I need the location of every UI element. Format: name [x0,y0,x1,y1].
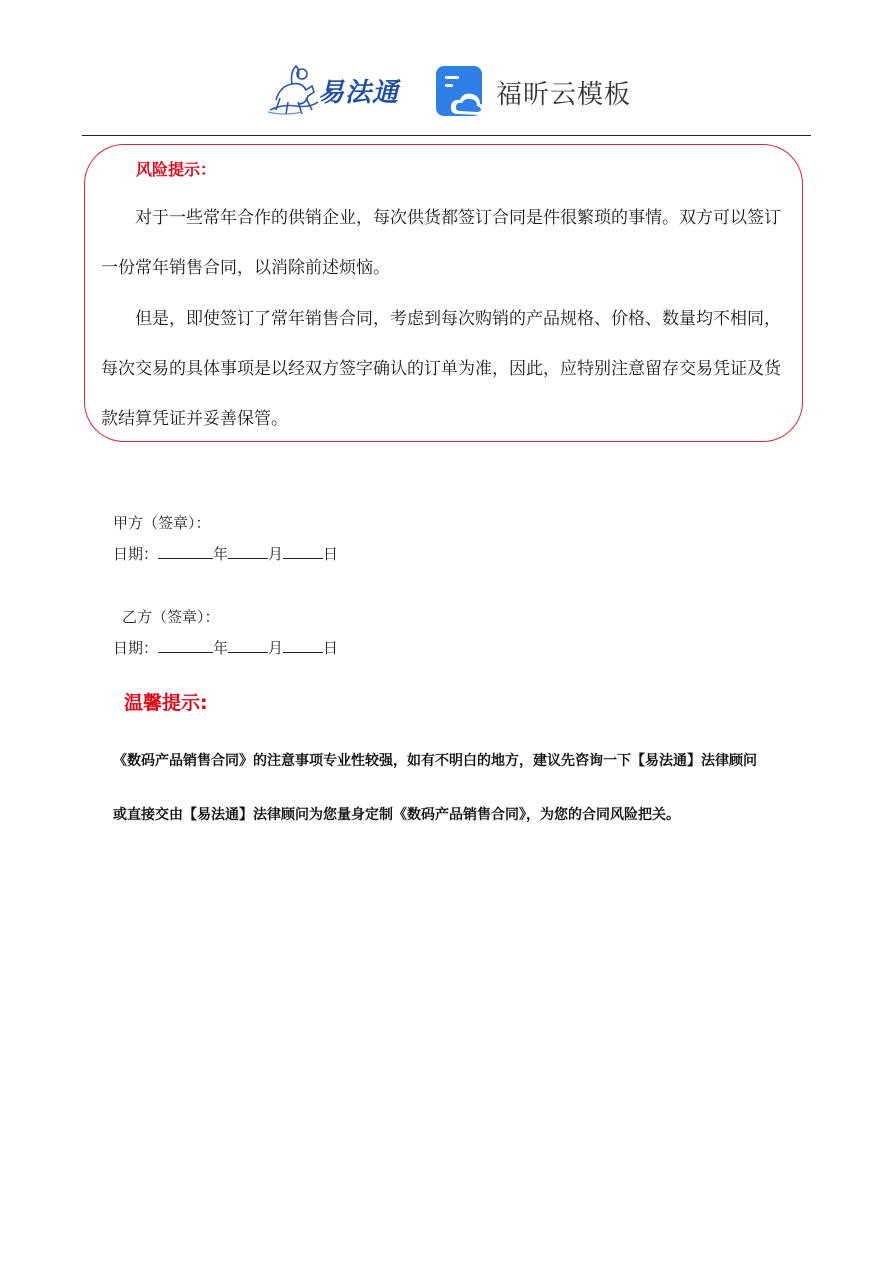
month-blank [228,544,268,559]
risk-paragraph-2: 但是，即使签订了常年销售合同，考虑到每次购销的产品规格、价格、数量均不相同，每次交易的具体事项是以经双方签字确认的订单为准，因此，应特别注意留存交易凭证及货款结算凭证并妥善保管。 [101,309,781,429]
risk-notice-title: 风险提示： [136,160,217,179]
year-label: 年 [213,639,229,657]
day-blank [283,638,323,653]
header-divider [82,135,811,136]
party-b-signature-label: 乙方（签章）： [122,608,220,626]
horse-emblem-icon [262,60,322,118]
warm-tip-line-2: 或直接交由【易法通】法律顾问为您量身定制《数码产品销售合同》，为您的合同风险把关。 [113,807,680,823]
party-a-date-line [113,543,338,564]
cloud-document-icon [436,66,488,118]
day-blank [283,544,323,559]
date-label: 日期： [113,545,159,563]
warm-tip-line-1: 《数码产品销售合同》的注意事项专业性较强，如有不明白的地方，建议先咨询一下【易法通】法律顾问 [113,753,757,769]
yifatong-logo-text: 易法通 [318,78,400,108]
year-label: 年 [213,545,229,563]
party-b-date-line [113,637,338,658]
month-label: 月 [268,545,284,563]
year-blank [158,638,213,653]
page-header [0,0,893,136]
risk-paragraph-1: 对于一些常年合作的供销企业，每次供货都签订合同是件很繁琐的事情。双方可以签订一份常年销售合同，以消除前述烦恼。 [101,208,781,278]
warm-tip-title: 温馨提示: [124,692,208,714]
day-label: 日 [323,639,339,657]
fuxin-cloud-logo [436,66,636,120]
yifatong-logo [262,60,414,120]
month-label: 月 [268,639,284,657]
month-blank [228,638,268,653]
year-blank [158,544,213,559]
date-label: 日期： [113,639,159,657]
day-label: 日 [323,545,339,563]
party-a-signature-label: 甲方（签章）： [113,514,211,532]
fuxin-logo-text: 福昕云模板 [496,80,632,110]
